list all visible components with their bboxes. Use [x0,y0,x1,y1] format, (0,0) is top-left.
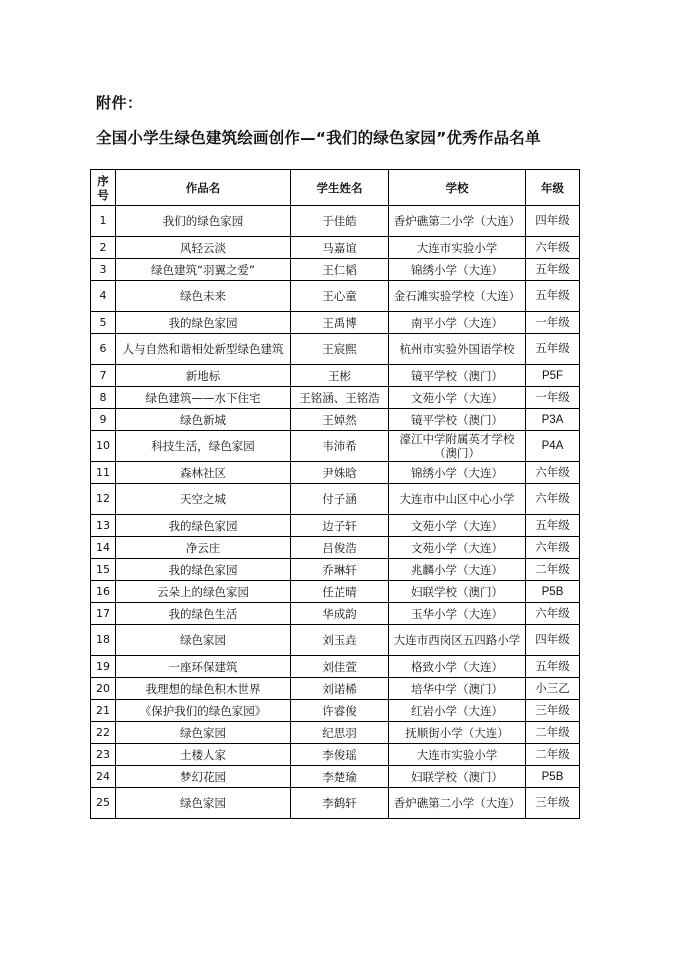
cell-seq: 14 [91,537,116,559]
award-list-table [90,169,580,819]
cell-grade: 一年级 [526,387,580,409]
col-header-work: 作品名 [116,170,291,206]
cell-grade: 五年级 [526,334,580,365]
cell-student-name: 任芷晴 [291,581,389,603]
col-header-seq: 序号 [91,170,116,206]
table-row [91,387,580,409]
document-title: 全国小学生绿色建筑绘画创作—“我们的绿色家园”优秀作品名单 [96,129,541,147]
cell-school: 锦绣小学（大连） [389,462,526,484]
cell-work-title: 森林社区 [116,462,291,484]
cell-grade: P5F [526,365,580,387]
table-row [91,744,580,766]
cell-seq: 22 [91,722,116,744]
table-row [91,484,580,515]
cell-school: 文苑小学（大连） [389,387,526,409]
cell-grade: 四年级 [526,625,580,656]
cell-grade: 二年级 [526,559,580,581]
cell-grade: 五年级 [526,259,580,281]
cell-school: 濠江中学附属英才学校（澳门） [389,431,526,462]
table-row [91,766,580,788]
cell-work-title: 梦幻花园 [116,766,291,788]
cell-student-name: 刘玉垚 [291,625,389,656]
cell-work-title: 我们的绿色家园 [116,206,291,237]
cell-seq: 12 [91,484,116,515]
cell-seq: 3 [91,259,116,281]
cell-work-title: 科技生活，绿色家园 [116,431,291,462]
table-row [91,722,580,744]
cell-seq: 21 [91,700,116,722]
cell-student-name: 尹姝晗 [291,462,389,484]
cell-work-title: 云朵上的绿色家园 [116,581,291,603]
cell-school: 镜平学校（澳门） [389,365,526,387]
table-row [91,312,580,334]
cell-student-name: 李楚瑜 [291,766,389,788]
cell-grade: 三年级 [526,788,580,819]
table-row [91,237,580,259]
table-row [91,515,580,537]
cell-school: 香炉礁第二小学（大连） [389,788,526,819]
cell-work-title: 绿色家园 [116,788,291,819]
cell-student-name: 刘佳萱 [291,656,389,678]
cell-student-name: 王婥然 [291,409,389,431]
cell-school: 抚顺街小学（大连） [389,722,526,744]
cell-grade: 一年级 [526,312,580,334]
cell-grade: P3A [526,409,580,431]
cell-seq: 20 [91,678,116,700]
cell-school: 培华中学（澳门） [389,678,526,700]
cell-seq: 4 [91,281,116,312]
cell-student-name: 马嘉谊 [291,237,389,259]
cell-school: 文苑小学（大连） [389,537,526,559]
table-row [91,409,580,431]
table-row [91,656,580,678]
cell-work-title: 风轻云淡 [116,237,291,259]
cell-school: 香炉礁第二小学（大连） [389,206,526,237]
cell-grade: 五年级 [526,281,580,312]
cell-student-name: 华成韵 [291,603,389,625]
col-header-school: 学校 [389,170,526,206]
cell-student-name: 付子涵 [291,484,389,515]
cell-school: 大连市西岗区五四路小学 [389,625,526,656]
cell-school: 金石滩实验学校（大连） [389,281,526,312]
col-header-grade: 年级 [526,170,580,206]
cell-student-name: 纪思羽 [291,722,389,744]
cell-student-name: 李鹤轩 [291,788,389,819]
cell-seq: 6 [91,334,116,365]
cell-student-name: 刘诺桸 [291,678,389,700]
cell-student-name: 许睿俊 [291,700,389,722]
cell-work-title: 人与自然和谐相处新型绿色建筑 [116,334,291,365]
cell-student-name: 王宸熙 [291,334,389,365]
cell-student-name: 王彬 [291,365,389,387]
cell-grade: 二年级 [526,722,580,744]
col-header-student: 学生姓名 [291,170,389,206]
cell-work-title: 我的绿色家园 [116,312,291,334]
cell-school: 杭州市实验外国语学校 [389,334,526,365]
cell-school: 锦绣小学（大连） [389,259,526,281]
cell-work-title: 绿色新城 [116,409,291,431]
table-row [91,365,580,387]
cell-student-name: 王仁韬 [291,259,389,281]
table-header-row [91,170,580,206]
cell-grade: 二年级 [526,744,580,766]
table-row [91,603,580,625]
cell-seq: 1 [91,206,116,237]
cell-grade: 五年级 [526,656,580,678]
cell-school: 妇联学校（澳门） [389,581,526,603]
cell-student-name: 于佳皓 [291,206,389,237]
cell-work-title: 净云庄 [116,537,291,559]
cell-work-title: 天空之城 [116,484,291,515]
cell-work-title: 我的绿色家园 [116,515,291,537]
table-row [91,559,580,581]
cell-seq: 9 [91,409,116,431]
cell-student-name: 王铭涵、王铭浩 [291,387,389,409]
cell-work-title: 一座环保建筑 [116,656,291,678]
cell-work-title: 土楼人家 [116,744,291,766]
cell-work-title: 我的绿色生活 [116,603,291,625]
cell-school: 玉华小学（大连） [389,603,526,625]
cell-school: 红岩小学（大连） [389,700,526,722]
cell-school: 大连市中山区中心小学 [389,484,526,515]
cell-seq: 17 [91,603,116,625]
table-row [91,537,580,559]
cell-grade: 六年级 [526,484,580,515]
cell-school: 镜平学校（澳门） [389,409,526,431]
cell-student-name: 边子轩 [291,515,389,537]
cell-work-title: 《保护我们的绿色家园》 [116,700,291,722]
cell-work-title: 新地标 [116,365,291,387]
table-row [91,206,580,237]
cell-school: 大连市实验小学 [389,237,526,259]
cell-student-name: 韦沛希 [291,431,389,462]
cell-student-name: 王禹博 [291,312,389,334]
table-row [91,281,580,312]
cell-grade: 六年级 [526,537,580,559]
cell-work-title: 绿色家园 [116,625,291,656]
table-row [91,700,580,722]
table-row [91,259,580,281]
cell-school: 大连市实验小学 [389,744,526,766]
cell-seq: 24 [91,766,116,788]
cell-seq: 5 [91,312,116,334]
table-row [91,334,580,365]
cell-seq: 8 [91,387,116,409]
cell-school: 南平小学（大连） [389,312,526,334]
cell-seq: 16 [91,581,116,603]
cell-seq: 7 [91,365,116,387]
cell-school: 格致小学（大连） [389,656,526,678]
cell-work-title: 绿色建筑“羽翼之爱” [116,259,291,281]
table-row [91,581,580,603]
cell-seq: 25 [91,788,116,819]
cell-work-title: 绿色未来 [116,281,291,312]
cell-grade: 六年级 [526,462,580,484]
table-row [91,462,580,484]
cell-student-name: 吕俊浩 [291,537,389,559]
cell-school: 妇联学校（澳门） [389,766,526,788]
cell-grade: P4A [526,431,580,462]
cell-work-title: 绿色家园 [116,722,291,744]
cell-student-name: 李俊瑶 [291,744,389,766]
table-row [91,431,580,462]
cell-grade: P5B [526,766,580,788]
cell-student-name: 王心童 [291,281,389,312]
cell-school: 文苑小学（大连） [389,515,526,537]
cell-grade: 六年级 [526,603,580,625]
cell-seq: 10 [91,431,116,462]
cell-work-title: 我理想的绿色积木世界 [116,678,291,700]
table-row [91,788,580,819]
cell-grade: 三年级 [526,700,580,722]
cell-seq: 19 [91,656,116,678]
table-row [91,678,580,700]
cell-grade: 小三乙 [526,678,580,700]
attachment-label: 附件： [96,94,143,112]
cell-seq: 11 [91,462,116,484]
cell-work-title: 我的绿色家园 [116,559,291,581]
cell-work-title: 绿色建筑——水下住宅 [116,387,291,409]
cell-grade: 六年级 [526,237,580,259]
cell-seq: 15 [91,559,116,581]
cell-seq: 13 [91,515,116,537]
table-row [91,625,580,656]
cell-school: 兆麟小学（大连） [389,559,526,581]
cell-seq: 18 [91,625,116,656]
cell-seq: 2 [91,237,116,259]
cell-grade: P5B [526,581,580,603]
cell-seq: 23 [91,744,116,766]
cell-grade: 四年级 [526,206,580,237]
cell-grade: 五年级 [526,515,580,537]
table-body [91,206,580,819]
cell-student-name: 乔琳轩 [291,559,389,581]
